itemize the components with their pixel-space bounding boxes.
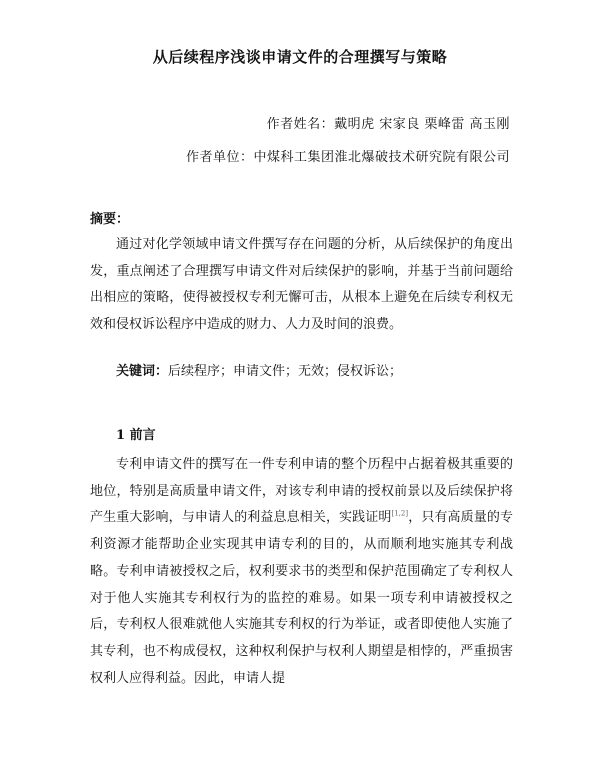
abstract-label: 摘要：	[90, 212, 130, 227]
document-title: 从后续程序浅谈申请文件的合理撰写与策略	[152, 48, 448, 66]
keywords-text: 后续程序；申请文件；无效；侵权诉讼；	[168, 364, 403, 379]
introduction-paragraph	[90, 452, 513, 692]
affiliation-line: 作者单位：中煤科工集团淮北爆破技术研究院有限公司	[185, 150, 510, 165]
keywords-label: 关键词：	[116, 364, 169, 379]
section-heading-introduction: 1 前言	[116, 428, 156, 443]
citation-marker: [1,2]	[391, 510, 409, 519]
authors-line: 作者姓名：戴明虎 宋家良 栗峰雷 高玉刚	[266, 117, 510, 132]
introduction-text-part2: ，只有高质量的专利资源才能帮助企业实现其申请专利的目的，从而顺利地实施其专利战略。专利申请被授权之后，权利要求书的类型和保护范围确定了专利权人对于他人实施其专利权行为的监控的难易。如果一项专利申请被授权之后，专利权人很难就他人实施其专利权的行为举证，或者即使他人实施了其专利，也不构成侵权，这种权利保护与权利人期望是相悖的，严重损害权利人应得利益。因此，申请人提	[90, 510, 513, 686]
abstract-paragraph: 通过对化学领域申请文件撰写存在问题的分析，从后续保护的角度出发，重点阐述了合理撰写申请文件对后续保护的影响，并基于当前问题给出相应的策略，使得被授权专利无懈可击，从根本上避免在后续专利权无效和侵权诉讼程序中造成的财力、人力及时间的浪费。	[90, 237, 513, 333]
keywords-line	[116, 360, 402, 379]
introduction-text-part1: 专利申请文件的撰写在一件专利申请的整个历程中占据着极其重要的地位，特别是高质量申请文件，对该专利申请的授权前景以及后续保护将产生重大影响，与申请人的利益息息相关，实践证明	[90, 457, 513, 526]
